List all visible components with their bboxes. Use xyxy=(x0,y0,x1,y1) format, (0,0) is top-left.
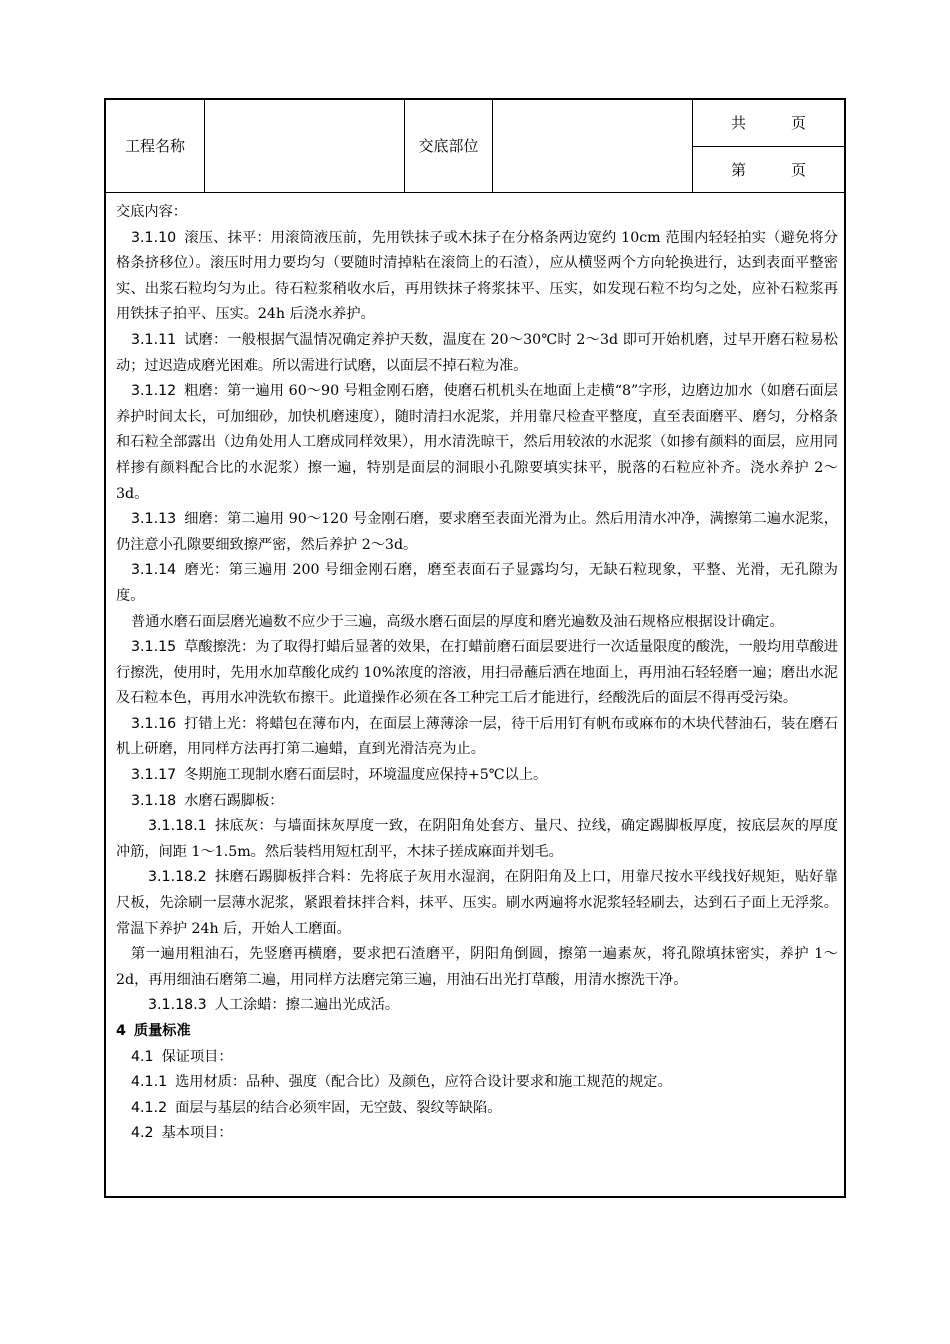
divider xyxy=(692,146,844,147)
clause-text: 抹底灰：与墙面抹灰厚度一致，在阴阳角处套方、量尺、拉线，确定踢脚板厚度，按底层灰的厚度冲筋，间距 1～1.5m。然后装档用短杠刮平，木抹子搓成麻面并划毛。 xyxy=(116,818,838,860)
clause-3-1-12 xyxy=(116,379,838,507)
form-header xyxy=(106,100,844,193)
clause-4-2 xyxy=(116,1121,838,1147)
section-4-heading xyxy=(116,1019,838,1045)
clause-number: 3.1.18.1 xyxy=(148,818,207,835)
clause-text: 人工涂蜡：擦二遍出光成活。 xyxy=(214,997,400,1014)
clause-text: 打错上光：将蜡包在薄布内，在面层上薄薄涂一层，待干后用钉有帆布或麻布的木块代替油石，装在磨石机上研磨，用同样方法再打第二遍蜡，直到光滑洁亮为止。 xyxy=(116,715,838,758)
divider xyxy=(492,100,493,192)
clause-text: 细磨：第二遍用 90～120 号金刚石磨，要求磨至表面光滑为止。然后用清水冲净，满擦第二遍水泥浆，仍注意小孔隙要细致擦严密，然后养护 2～3d。 xyxy=(116,511,838,553)
clause-3-1-11 xyxy=(116,328,838,379)
clause-text: 试磨：一般根据气温情况确定养护天数，温度在 20～30℃时 2～3d 即可开始机磨，过早开磨石粒易松动；过迟造成磨光困难。所以需进行试磨，以面层不掉石粒为准。 xyxy=(116,331,838,374)
clause-number: 4.1.1 xyxy=(131,1074,168,1091)
clause-text: 面层与基层的结合必须牢固，无空鼓、裂纹等缺陷。 xyxy=(175,1099,502,1116)
clause-4-1-1 xyxy=(116,1070,838,1096)
clause-text: 普通水磨石面层磨光遍数不应少于三遍，高级水磨石面层的厚度和磨光遍数及油石规格应根据设计确定。 xyxy=(131,613,784,630)
clause-text: 保证项目： xyxy=(161,1048,233,1065)
clause-3-1-17 xyxy=(116,763,838,789)
clause-number: 3.1.14 xyxy=(131,562,177,579)
clause-3-1-16 xyxy=(116,712,838,763)
clause-3-1-18-1 xyxy=(116,814,838,865)
project-name-label: 工程名称 xyxy=(124,137,185,155)
clause-grinding-steps xyxy=(116,942,838,993)
clause-3-1-15 xyxy=(116,635,838,712)
clause-3-1-18 xyxy=(116,789,838,815)
disclosure-form xyxy=(104,98,846,1198)
content-body xyxy=(116,200,838,1147)
clause-text: 冬期施工现制水磨石面层时，环境温度应保持+5℃以上。 xyxy=(184,767,548,784)
clause-number: 3.1.13 xyxy=(131,511,177,528)
page-number: 第 页 xyxy=(730,161,806,179)
clause-note xyxy=(116,610,838,636)
clause-text: 水磨石踢脚板： xyxy=(184,792,284,809)
divider xyxy=(204,100,205,192)
clause-text: 选用材质：品种、强度（配合比）及颜色，应符合设计要求和施工规范的规定。 xyxy=(175,1074,672,1091)
clause-3-1-10 xyxy=(116,226,838,328)
clause-number: 3.1.10 xyxy=(131,229,177,246)
clause-number: 4.1.2 xyxy=(131,1099,168,1116)
section-title: 质量标准 xyxy=(133,1023,191,1039)
clause-text: 基本项目： xyxy=(161,1125,233,1142)
clause-number: 4.2 xyxy=(131,1125,154,1142)
section-number: 4 xyxy=(116,1023,126,1039)
clause-text: 抹磨石踢脚板拌合料：先将底子灰用水湿润，在阴阳角及上口，用靠尺按水平线找好规矩，贴好靠尺板，先涂刷一层薄水泥浆，紧跟着抹拌合料，抹平、压实。刷水两遍将水泥浆轻轻刷去，达到石子面上无浮浆。常温下养护 24h 后，开始人工磨面。 xyxy=(116,869,838,937)
clause-3-1-14 xyxy=(116,558,838,609)
clause-number: 3.1.17 xyxy=(131,767,177,784)
clause-text: 草酸擦洗：为了取得打蜡后显著的效果，在打蜡前磨石面层要进行一次适量限度的酸洗，一般均用草酸进行擦洗，使用时，先用水加草酸化成约 10%浓度的溶液，用扫帚蘸后洒在地面上，再用油石轻轻磨一遍；磨出水泥及石粒本色，再用水冲洗软布擦干。此道操作必须在各工种完工后才能进行，经酸洗后的面层不得再受污染。 xyxy=(116,639,838,707)
clause-number: 4.1 xyxy=(131,1048,154,1065)
clause-number: 3.1.15 xyxy=(131,639,177,656)
clause-3-1-13 xyxy=(116,507,838,558)
clause-4-1 xyxy=(116,1045,838,1071)
clause-4-1-2 xyxy=(116,1096,838,1122)
total-pages: 共 页 xyxy=(730,114,806,132)
clause-number: 3.1.16 xyxy=(131,715,177,732)
content-label: 交底内容： xyxy=(116,204,187,220)
clause-text: 滚压、抹平：用滚筒液压前，先用铁抹子或木抹子在分格条两边宽约 10cm 范围内轻轻拍实（避免将分格条挤移位）。滚压时用力要均匀（要随时清掉粘在滚筒上的石渣），应从横竖两个方向轮换进行，达到表面平整密实、出浆石粒均匀为止。待石粒浆稍收水后，再用铁抹子将浆抹平、压实，如发现石粒不均匀之处，应补石粒浆再用铁抹子拍平、压实。24h 后浇水养护。 xyxy=(116,229,838,323)
clause-3-1-18-2 xyxy=(116,865,838,942)
clause-number: 3.1.18.2 xyxy=(148,869,207,886)
clause-number: 3.1.18 xyxy=(131,792,177,809)
clause-text: 磨光：第三遍用 200 号细金刚石磨，磨至表面石子显露均匀，无缺石粒现象，平整、光滑，无孔隙为度。 xyxy=(116,562,838,604)
location-label: 交底部位 xyxy=(418,137,479,155)
clause-text: 第一遍用粗油石，先竖磨再横磨，要求把石渣磨平，阴阳角倒圆，擦第一遍素灰，将孔隙填抹密实，养护 1～2d，再用细油石磨第二遍，用同样方法磨完第三遍，用油石出光打草酸，用清水擦洗干净。 xyxy=(116,946,838,988)
clause-3-1-18-3 xyxy=(116,993,838,1019)
clause-number: 3.1.12 xyxy=(131,383,177,400)
clause-number: 3.1.11 xyxy=(131,331,177,348)
clause-text: 粗磨：第一遍用 60～90 号粗金刚石磨，使磨石机机头在地面上走横“8”字形，边磨边加水（如磨石面层养护时间太长，可加细砂，加快机磨速度），随时清扫水泥浆，并用靠尺检查平整度，直至表面磨平、磨匀，分格条和石粒全部露出（边角处用人工磨成同样效果），用水清洗晾干，然后用较浓的水泥浆（如掺有颜料的面层，应用同样掺有颜料配合比的水泥浆）擦一遍，特别是面层的洞眼小孔隙要填实抹平，脱落的石粒应补齐。浇水养护 2～3d。 xyxy=(116,383,838,502)
clause-number: 3.1.18.3 xyxy=(148,997,207,1014)
